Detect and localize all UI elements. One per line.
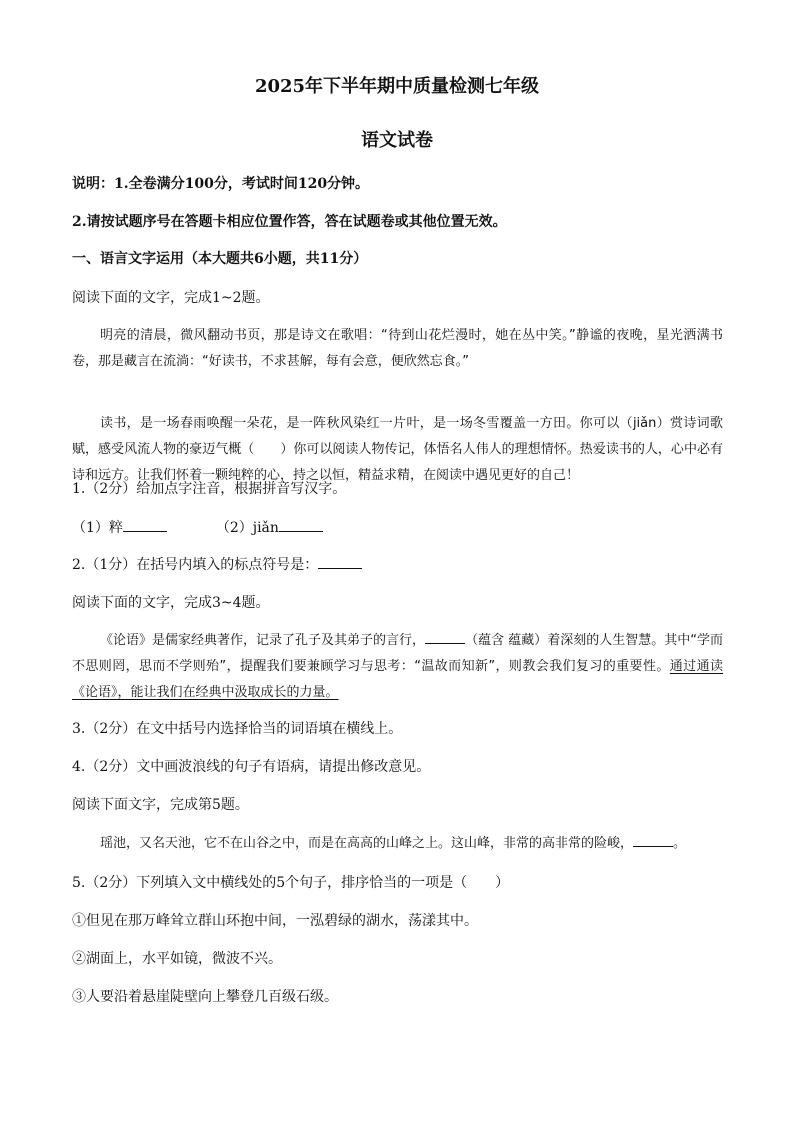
passage-3-text: 瑶池，又名天池，它不在山谷之中，而是在高高的山峰之上。这山峰，非常的高非常的险峻， [100,836,634,851]
passage-2-part-b: （蕴含 蕴藏）着深刻的人生智慧。其中“学而不思则罔，思而不学则殆”，提醒我们要兼顾学习与思考：“温故而知新”，则教会我们复习的重要性。 [72,633,723,674]
instruction-line-2: 2.请按试题序号在答题卡相应位置作答，答在试题卷或其他位置无效。 [72,214,507,230]
passage-1-paragraph-2: 读书，是一场春雨唤醒一朵花，是一阵秋风染红一片叶，是一场冬雪覆盖一方田。你可以（jiǎn）赏诗词歌赋，感受风流人物的豪迈气概（ ）你可以阅读人物传记，体悟名人伟人的理想情怀。热爱读书的人，心中必有诗和远方。让我们怀着一颗纯粹的心，持之以恒，精益求精，在阅读中遇见更好的自己！ [72,416,723,483]
reading-intro-2: 阅读下面的文字，完成3~4题。 [72,595,270,611]
question-5: 5.（2分）下列填入文中横线处的5个句子，排序恰当的一项是（ ） [72,875,510,891]
instruction-line-1: 说明：1.全卷满分100分，考试时间120分钟。 [72,176,370,192]
question-4: 4.（2分）文中画波浪线的句子有语病，请提出修改意见。 [72,759,431,775]
passage-3 [72,831,723,857]
question-1-answers [72,517,323,538]
reading-intro-1: 阅读下面的文字，完成1~2题。 [72,290,270,306]
question-1b-blank[interactable] [279,517,323,532]
reading-intro-3: 阅读下面文字，完成第5题。 [72,797,249,813]
section-heading: 一、语言文字运用（本大题共6小题，共11分） [72,251,368,267]
passage-2-blank[interactable] [425,629,465,644]
option-1: ①但见在那万峰耸立群山环抱中间，一泓碧绿的湖水，荡漾其中。 [72,913,478,929]
question-2-blank[interactable] [318,554,362,569]
question-2: 2.（1分）在括号内填入的标点符号是： [72,557,319,573]
passage-3-end: 。 [673,836,687,851]
passage-2-wavy-sentence: 通过通读《论语》，能让我们在经典中汲取成长的力量。 [72,659,723,700]
passage-2-part-a: 《论语》是儒家经典著作，记录了孔子及其弟子的言行， [100,633,426,648]
exam-title: 2025年下半年期中质量检测七年级 [254,76,540,97]
question-3: 3.（2分）在文中括号内选择恰当的词语填在横线上。 [72,721,403,737]
option-2: ②湖面上，水平如镜，微波不兴。 [72,951,282,967]
passage-2 [72,628,723,706]
question-1: 1.（2分）给加点字注音，根据拼音写汉字。 [72,481,347,497]
question-2-line [72,554,362,575]
question-1a-blank[interactable] [123,517,167,532]
question-1a-label: （1）粹 [72,520,123,536]
passage-1-paragraph-1: 明亮的清晨，微风翻动书页，那是诗文在歌唱：“待到山花烂漫时，她在丛中笑。”静谧的夜晚，星光洒满书卷，那是藏言在流淌：“好读书，不求甚解，每有会意，便欣然忘食。” [72,328,723,369]
passage-3-blank[interactable] [633,832,673,847]
option-3: ③人要沿着悬崖陡壁向上攀登几百级石级。 [72,989,338,1005]
question-1b-label: （2）jiǎn [215,520,279,536]
exam-subtitle: 语文试卷 [361,130,433,151]
